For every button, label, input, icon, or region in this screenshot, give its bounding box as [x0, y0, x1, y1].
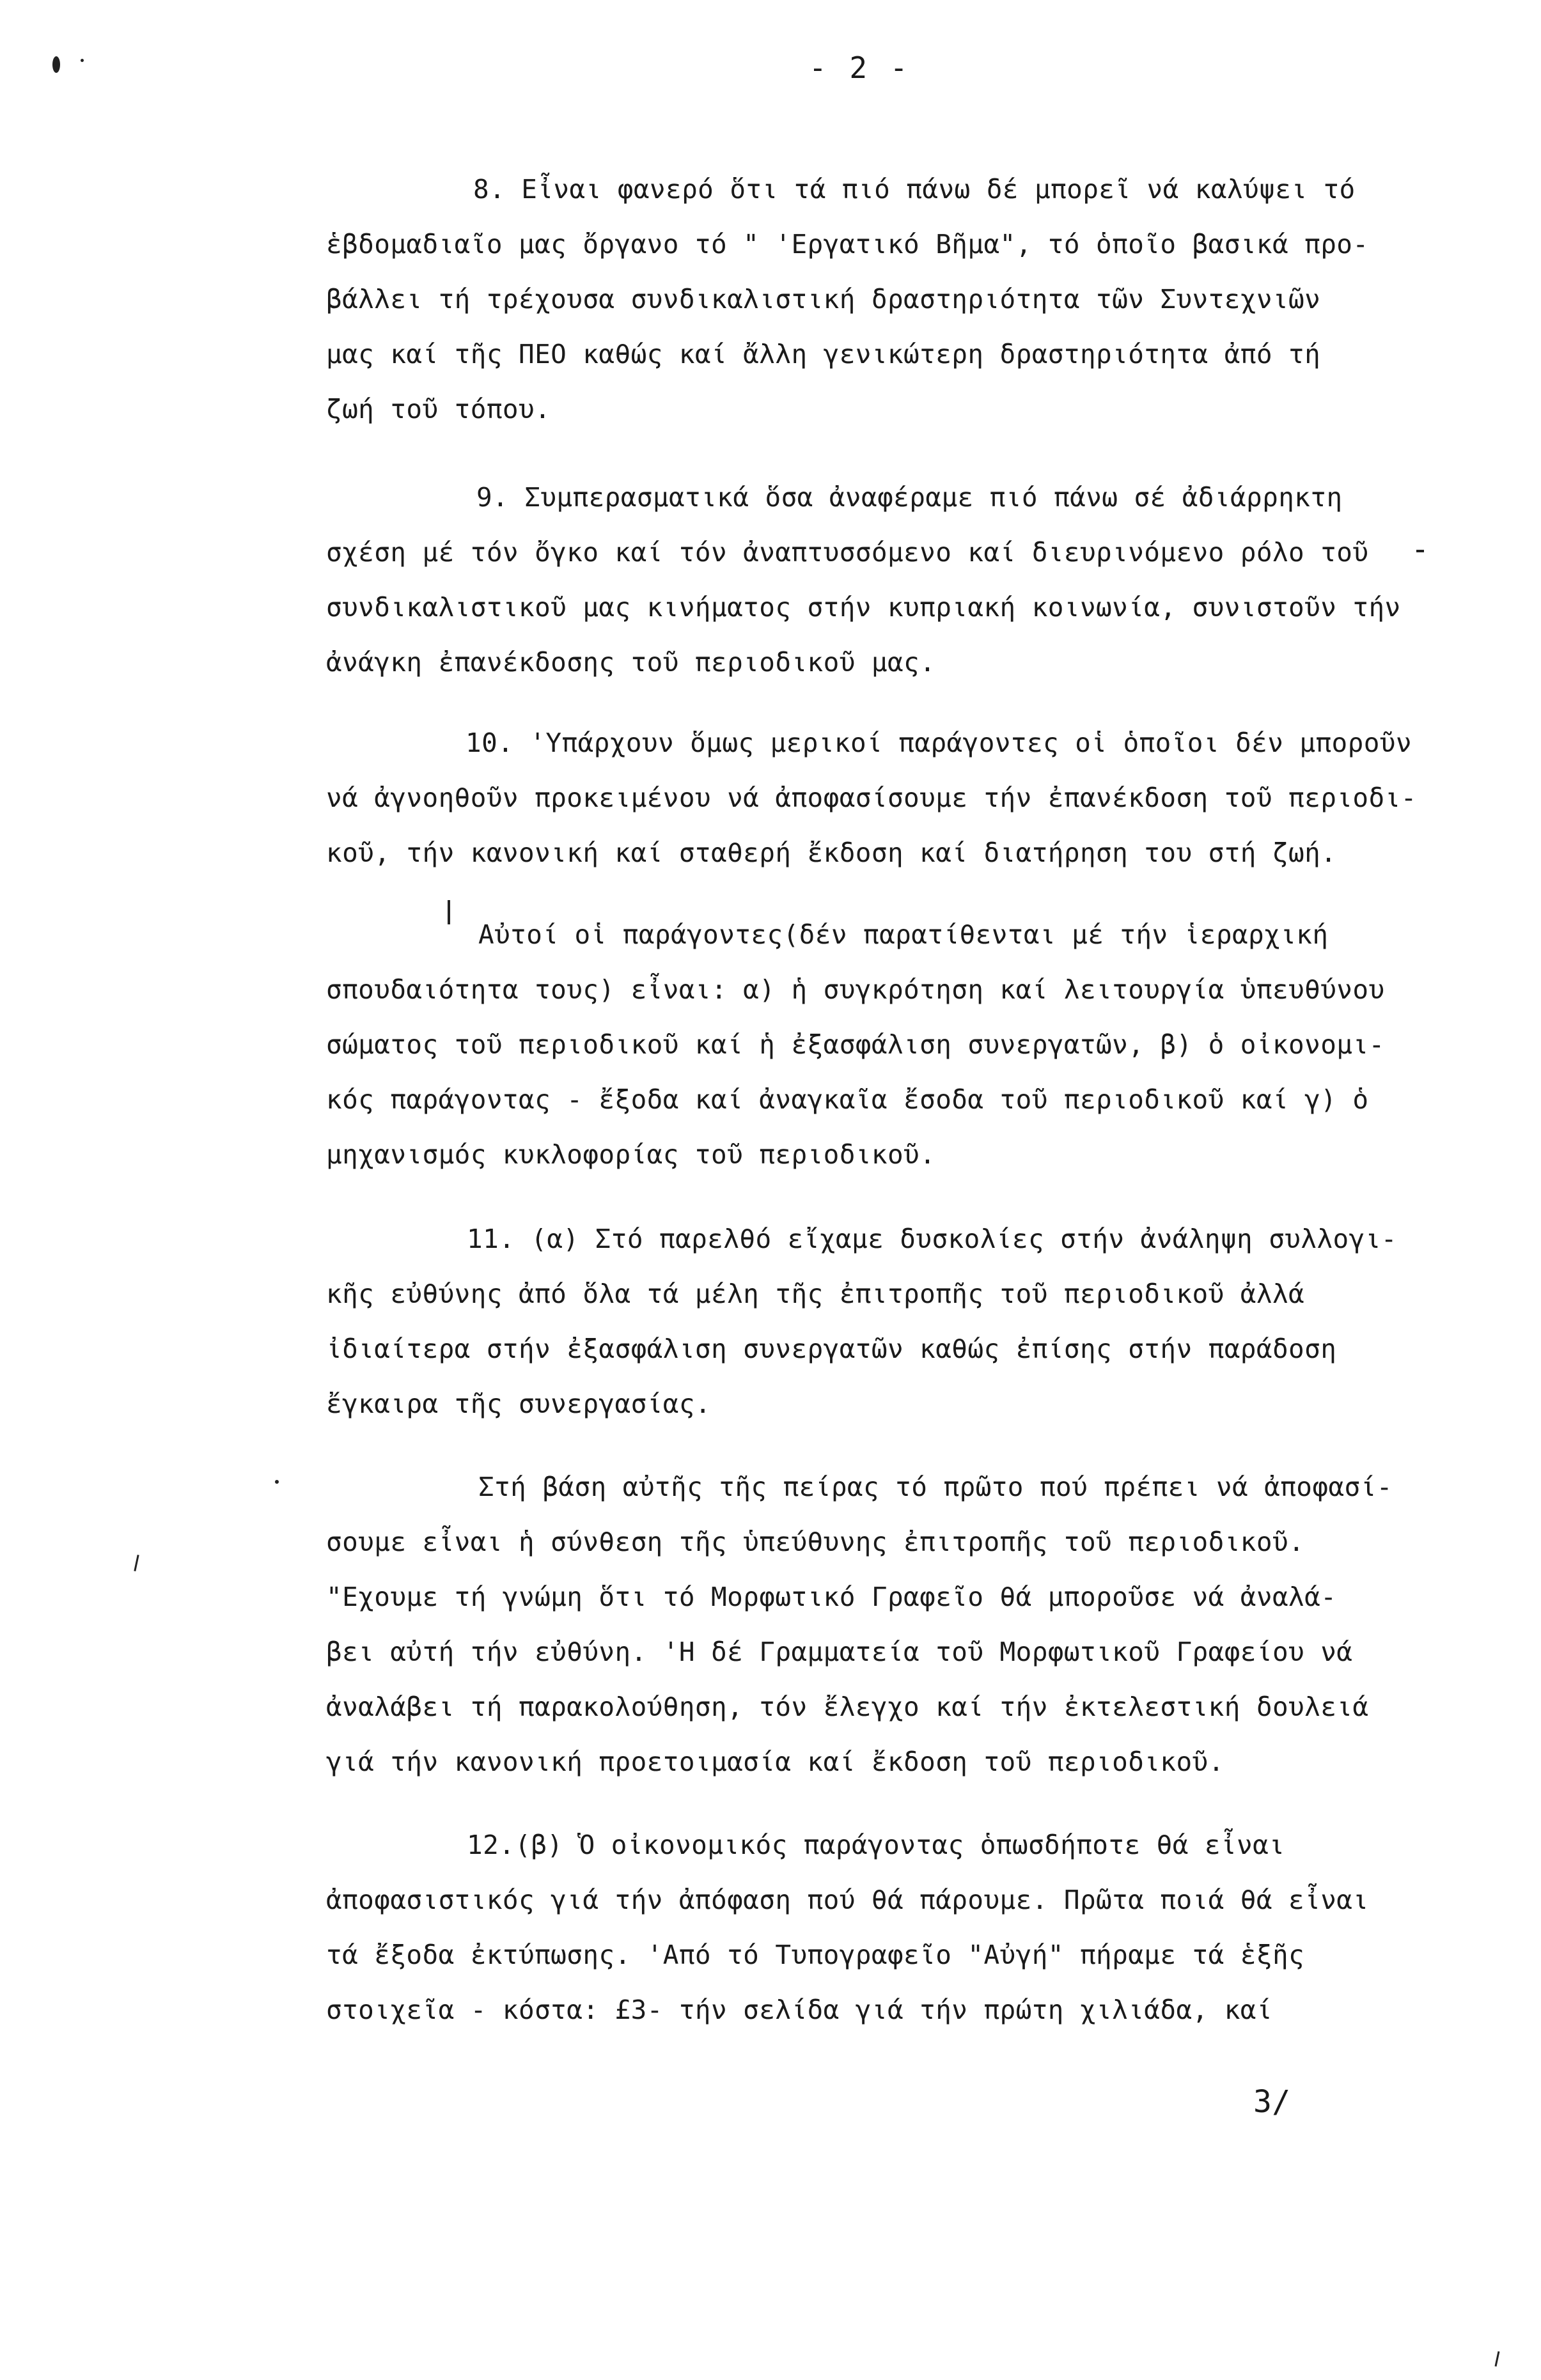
text-line: ἔγκαιρα τῆς συνεργασίας.: [326, 1388, 712, 1419]
text-line: βει αὐτή τήν εὐθύνη. 'Η δέ Γραμματεία τοῦ Μορφωτικοῦ Γραφείου νά: [326, 1637, 1353, 1667]
text-line: σώματος τοῦ περιοδικοῦ καί ἡ ἐξασφάλιση συνεργατῶν, β) ὁ οἰκονομι-: [326, 1029, 1385, 1060]
text-line: μας καί τῆς ΠΕΟ καθώς καί ἄλλη γενικώτερη δραστηριότητα ἀπό τή: [326, 339, 1321, 369]
text-line: "Εχουμε τή γνώμη ὅτι τό Μορφωτικό Γραφεῖο θά μποροῦσε νά ἀναλά-: [326, 1582, 1337, 1612]
scan-speck: [52, 56, 60, 73]
text-line: 9. Συμπερασματικά ὅσα ἀναφέραμε πιό πάνω σέ ἀδιάρρηκτη: [476, 482, 1343, 513]
text-line: ἑβδομαδιαῖο μας ὄργανο τό " 'Εργατικό Βῆμα", τό ὁποῖο βασικά προ-: [326, 229, 1369, 260]
margin-mark: [448, 900, 450, 924]
text-line: σχέση μέ τόν ὄγκο καί τόν ἀναπτυσσόμενο καί διευρινόμενο ρόλο τοῦ: [326, 537, 1369, 568]
text-line: συνδικαλιστικοῦ μας κινήματος στήν κυπριακή κοινωνία, συνιστοῦν τήν: [326, 592, 1401, 623]
text-line: μηχανισμός κυκλοφορίας τοῦ περιοδικοῦ.: [326, 1139, 936, 1170]
text-line: ἀνάγκη ἐπανέκδοσης τοῦ περιοδικοῦ μας.: [326, 647, 936, 678]
text-line: Στή βάση αὐτῆς τῆς πείρας τό πρῶτο πού πρέπει νά ἀποφασί-: [478, 1472, 1393, 1502]
continuation-mark: 3/: [1253, 2084, 1291, 2120]
text-line: ἀποφασιστικός γιά τήν ἀπόφαση πού θά πάρουμε. Πρῶτα ποιά θά εἶναι: [326, 1885, 1369, 1915]
text-line: 10. 'Υπάρχουν ὅμως μερικοί παράγοντες οἱ ὁποῖοι δέν μποροῦν: [465, 727, 1412, 758]
scan-speck: [134, 1555, 139, 1571]
text-line: κοῦ, τήν κανονική καί σταθερή ἔκδοση καί διατήρηση του στή ζωή.: [326, 837, 1337, 868]
text-line: 8. Εἶναι φανερό ὅτι τά πιό πάνω δέ μπορεῖ νά καλύψει τό: [473, 174, 1356, 205]
scan-speck: [81, 59, 84, 62]
text-line: Αὐτοί οἱ παράγοντες(δέν παρατίθενται μέ τήν ἱεραρχική: [478, 919, 1329, 950]
text-line: κός παράγοντας - ἔξοδα καί ἀναγκαῖα ἔσοδα τοῦ περιοδικοῦ καί γ) ὁ: [326, 1084, 1369, 1115]
text-line: ἀναλάβει τή παρακολούθηση, τόν ἔλεγχο καί τήν ἐκτελεστική δουλειά: [326, 1692, 1369, 1722]
page-number: - 2 -: [809, 51, 911, 85]
text-line: στοιχεῖα - κόστα: £3- τήν σελίδα γιά τήν πρώτη χιλιάδα, καί: [326, 1995, 1272, 2025]
text-line: νά ἀγνοηθοῦν προκειμένου νά ἀποφασίσουμε τήν ἐπανέκδοση τοῦ περιοδι-: [326, 782, 1417, 813]
scan-speck: [275, 1480, 279, 1484]
text-line: 12.(β) Ὁ οἰκονομικός παράγοντας ὁπωσδήποτε θά εἶναι: [467, 1830, 1285, 1860]
scan-speck: [1495, 2351, 1500, 2367]
text-line: βάλλει τή τρέχουσα συνδικαλιστική δραστηριότητα τῶν Συντεχνιῶν: [326, 284, 1321, 315]
text-line: σουμε εἶναι ἡ σύνθεση τῆς ὑπεύθυνης ἐπιτροπῆς τοῦ περιοδικοῦ.: [326, 1527, 1305, 1557]
scan-speck: [1416, 550, 1424, 552]
text-line: γιά τήν κανονική προετοιμασία καί ἔκδοση τοῦ περιοδικοῦ.: [326, 1746, 1224, 1777]
text-line: ἰδιαίτερα στήν ἐξασφάλιση συνεργατῶν καθώς ἐπίσης στήν παράδοση: [326, 1334, 1337, 1364]
text-line: 11. (α) Στό παρελθό εἴχαμε δυσκολίες στήν ἀνάληψη συλλογι-: [467, 1224, 1397, 1254]
text-line: κῆς εὐθύνης ἀπό ὅλα τά μέλη τῆς ἐπιτροπῆς τοῦ περιοδικοῦ ἀλλά: [326, 1279, 1305, 1309]
text-line: τά ἔξοδα ἐκτύπωσης. 'Από τό Τυπογραφεῖο "Αὐγή" πήραμε τά ἑξῆς: [326, 1940, 1305, 1970]
text-line: ζωή τοῦ τόπου.: [326, 394, 551, 424]
text-line: σπουδαιότητα τους) εἶναι: α) ἡ συγκρότηση καί λειτουργία ὑπευθύνου: [326, 974, 1385, 1005]
